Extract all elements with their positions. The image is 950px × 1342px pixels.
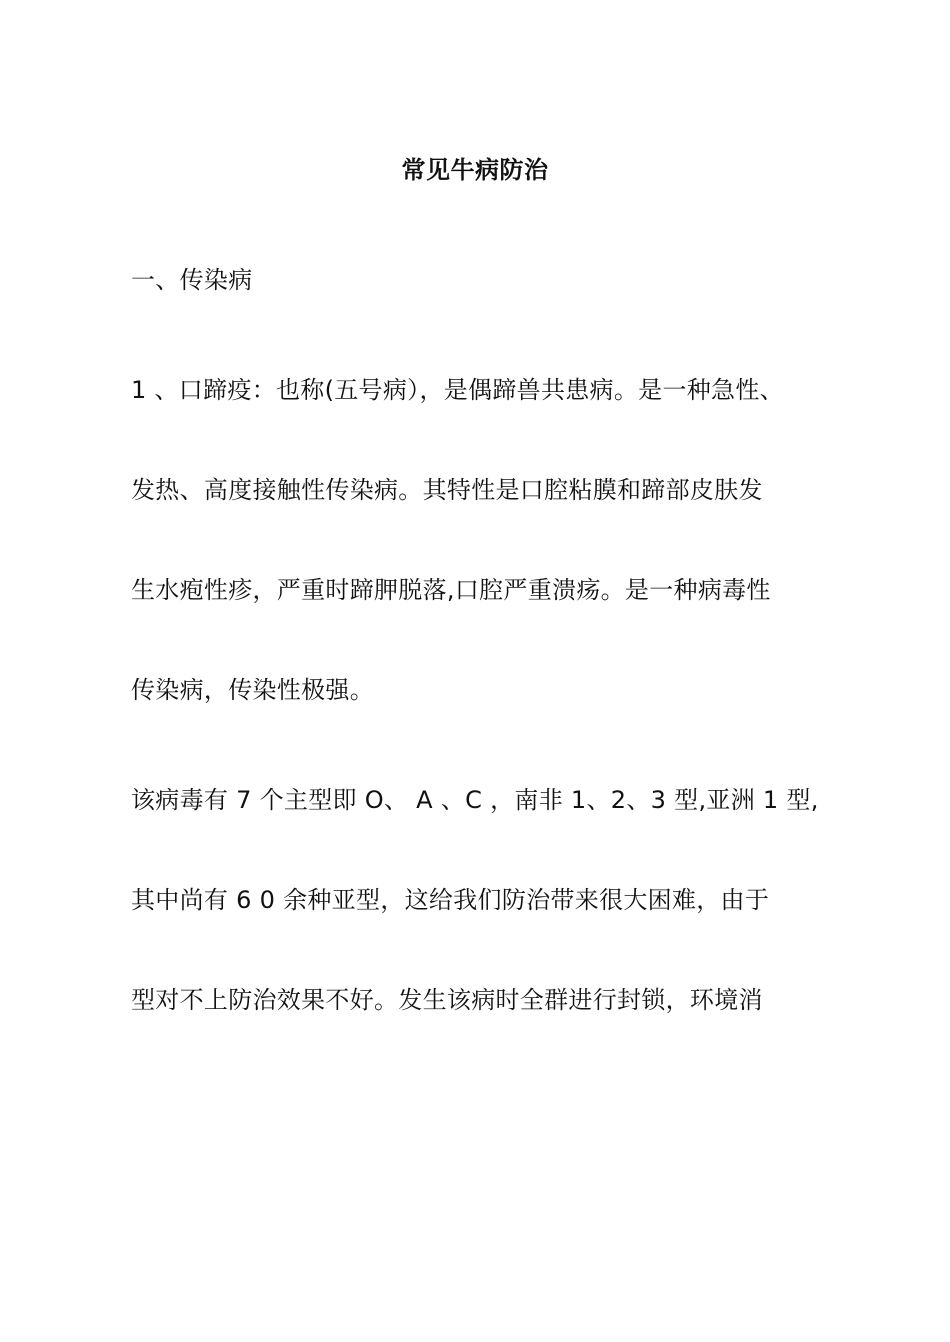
paragraph-line: 发热、高度接触性传染病。其特性是口腔粘膜和蹄部皮肤发 (131, 476, 763, 504)
paragraph-line: 生水疱性疹，严重时蹄胛脱落,口腔严重溃疡。是一种病毒性 (131, 576, 771, 604)
paragraph-line: 型对不上防治效果不好。发生该病时全群进行封锁，环境消 (131, 986, 763, 1014)
document-title: 常见牛病防治 (401, 156, 549, 184)
paragraph-line: 该病毒有 7 个主型即 O、 A 、C ，南非 1、2、3 型,亚洲 1 型, (131, 786, 819, 814)
paragraph-line: 传染病，传染性极强。 (131, 676, 374, 704)
section-heading: 一、传染病 (131, 266, 253, 294)
paragraph-line: 1 、口蹄疫：也称(五号病），是偶蹄兽共患病。是一种急性、 (131, 376, 784, 404)
paragraph-line: 其中尚有 6 0 余种亚型，这给我们防治带来很大困难，由于 (131, 886, 770, 914)
